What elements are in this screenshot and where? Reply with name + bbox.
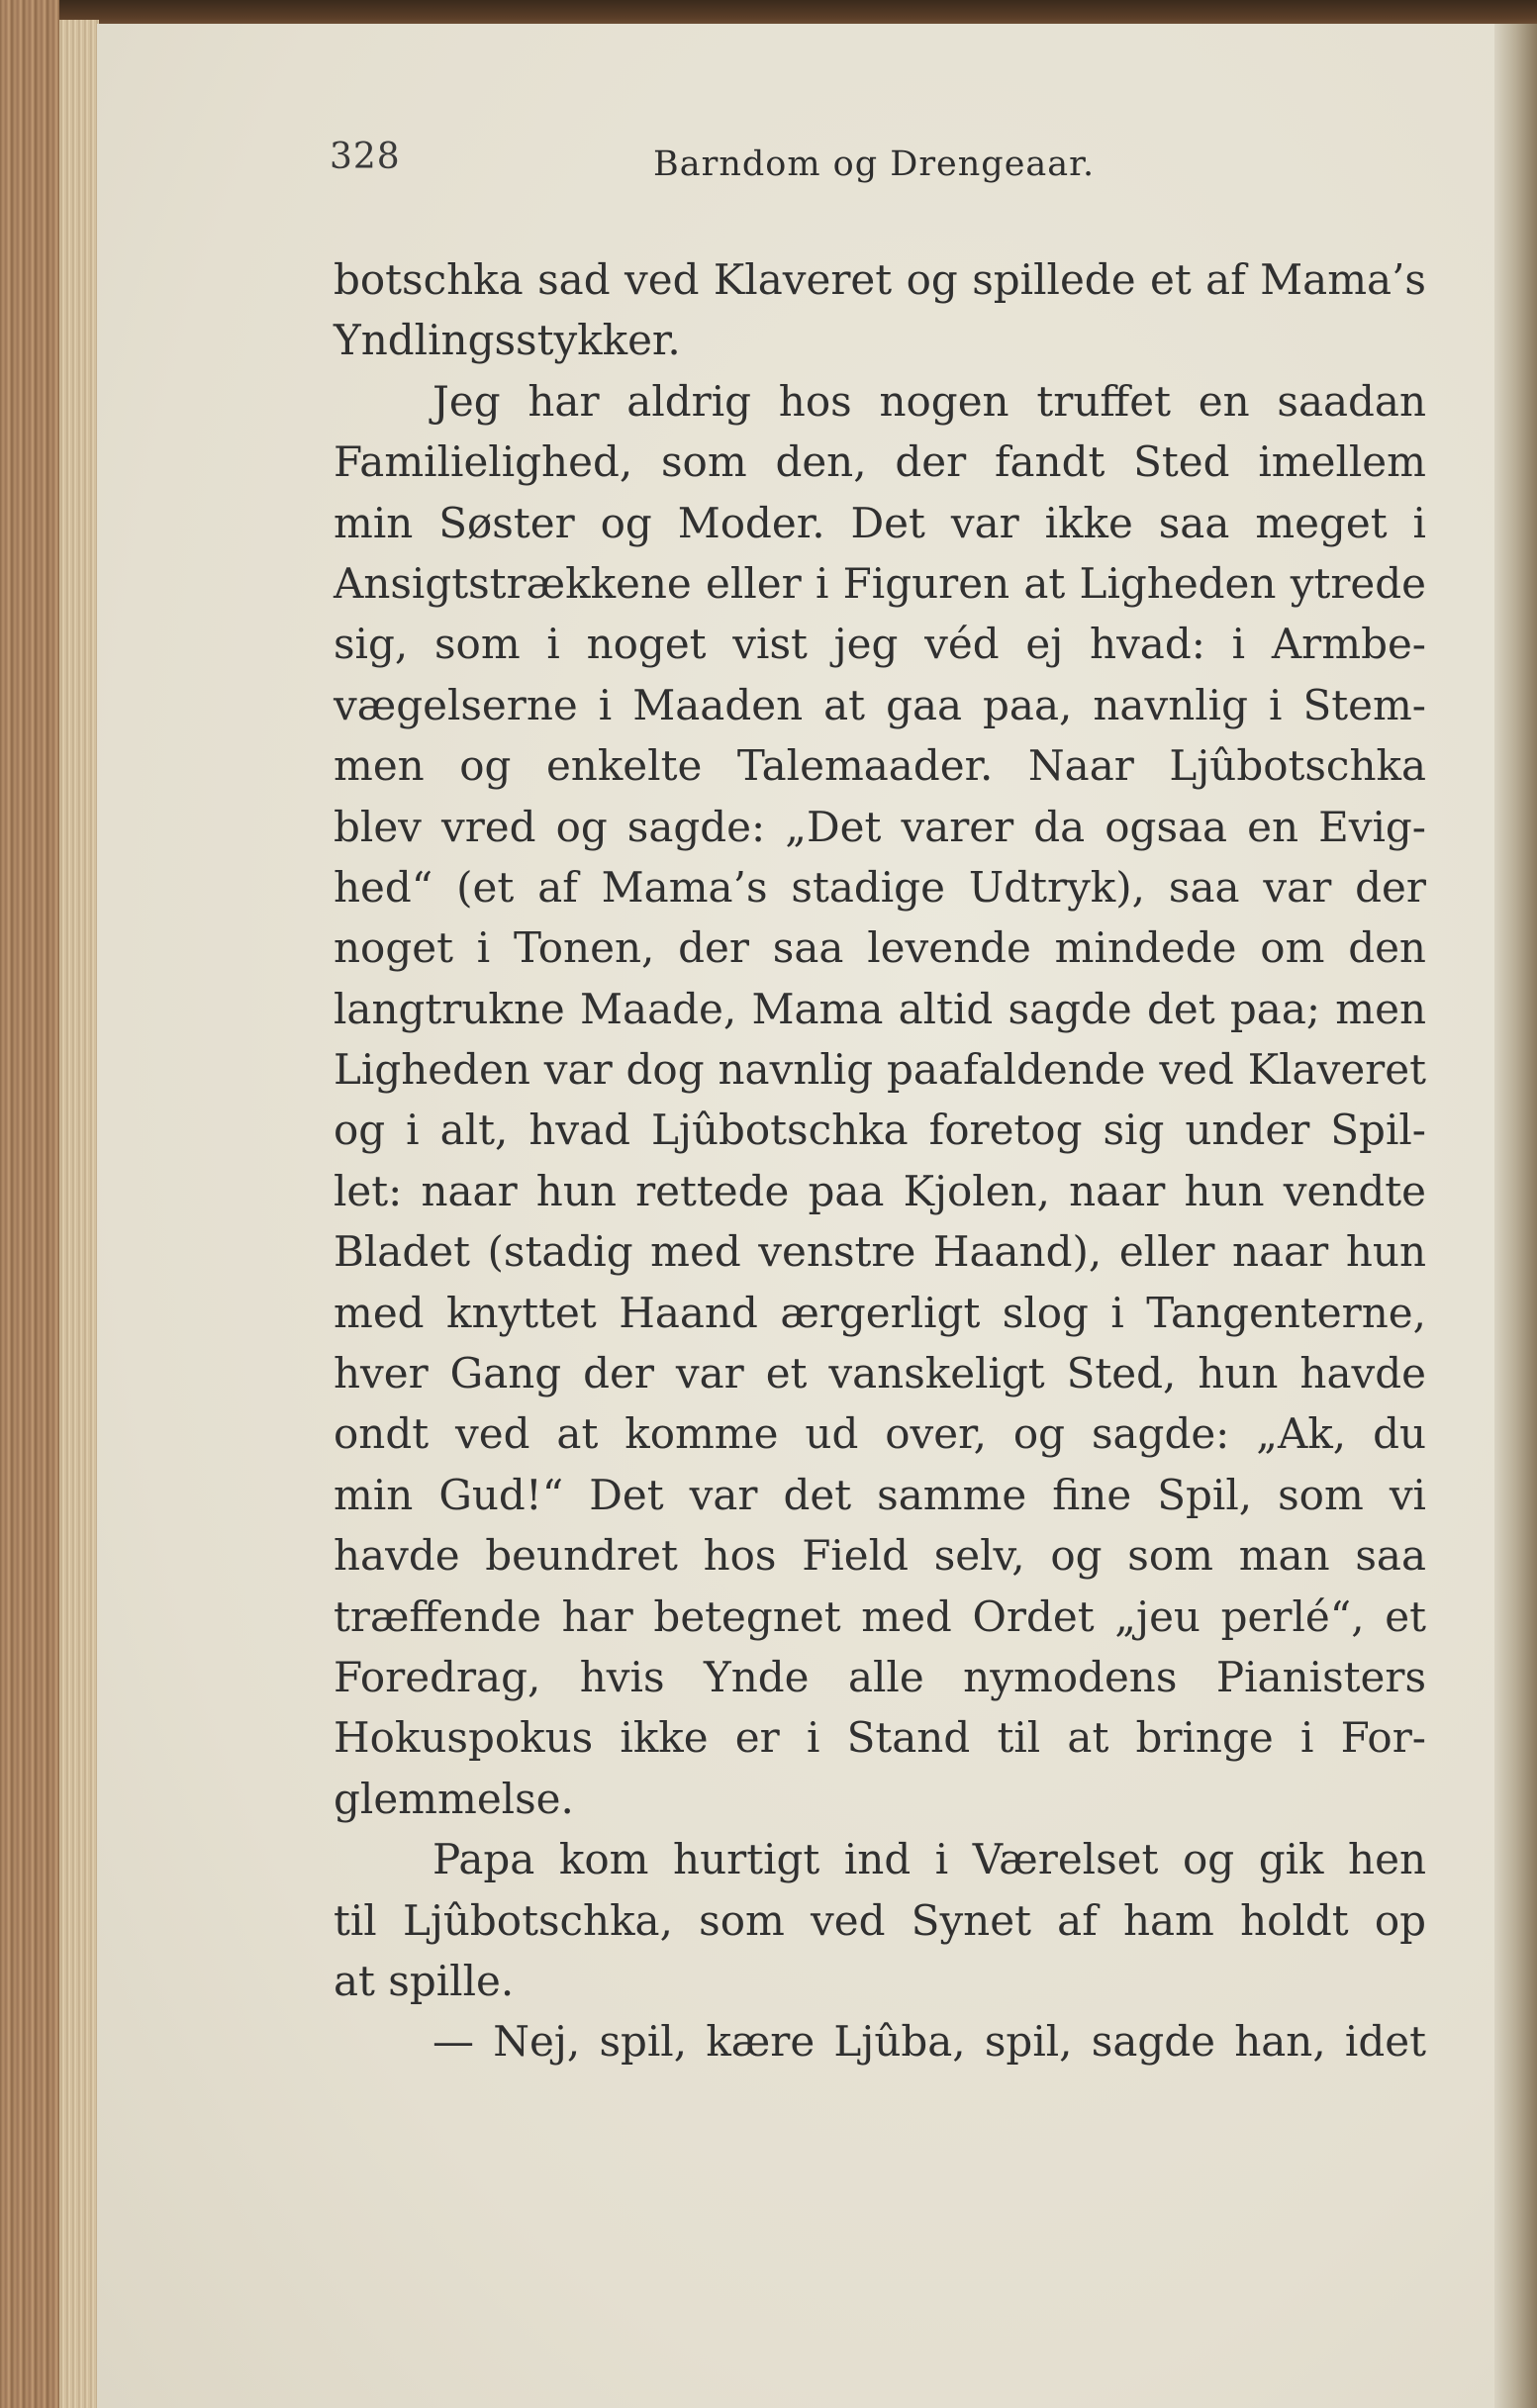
book-spine <box>0 0 59 2408</box>
text-line: Bladet (stadig med venstre Haand), eller naar hun <box>334 1227 1426 1277</box>
body-text <box>334 249 1426 2072</box>
text-line: træffende har betegnet med Ordet „jeu perlé“, et <box>334 1591 1426 1641</box>
page-header <box>0 137 1537 196</box>
text-line: noget i Tonen, der saa levende mindede om den <box>334 923 1426 973</box>
text-line: ondt ved at komme ud over, og sagde: „Ak, du <box>334 1409 1426 1459</box>
text-line: hed“ (et af Mama’s stadige Udtryk), saa var der <box>334 862 1426 912</box>
text-line: blev vred og sagde: „Det varer da ogsaa en Evig- <box>334 802 1426 851</box>
text-line: Ansigtstrækkene eller i Figuren at Ligheden ytrede <box>334 558 1426 608</box>
text-line: og i alt, hvad Ljûbotschka foretog sig under Spil- <box>334 1106 1426 1155</box>
running-title: Barndom og Drengeaar. <box>653 144 1096 184</box>
text-line: Familielighed, som den, der fandt Sted imellem <box>334 437 1426 487</box>
text-line: — Nej, spil, kære Ljûba, spil, sagde han, idet <box>432 2017 1426 2067</box>
text-line: botschka sad ved Klaveret og spillede et af Mama’s <box>334 255 1426 304</box>
text-line: Papa kom hurtigt ind i Værelset og gik hen <box>432 1835 1426 1884</box>
page-right-edge <box>1494 24 1537 2408</box>
text-line: at spille. <box>334 1956 515 2005</box>
text-line: sig, som i noget vist jeg véd ej hvad: i Armbe- <box>334 620 1426 669</box>
text-line: havde beundret hos Field selv, og som man saa <box>334 1531 1426 1581</box>
text-line: let: naar hun rettede paa Kjolen, naar hun vendte <box>334 1166 1426 1215</box>
text-line: men og enkelte Talemaader. Naar Ljûbotschka <box>334 741 1426 791</box>
text-line: min Søster og Moder. Det var ikke saa meget i <box>334 498 1426 547</box>
text-line: Foredrag, hvis Ynde alle nymodens Pianisters <box>334 1652 1426 1701</box>
page-stack-edge <box>59 20 99 2408</box>
text-line: min Gud!“ Det var det samme fine Spil, som vi <box>334 1470 1426 1519</box>
text-line: Yndlingsstykker. <box>334 316 681 365</box>
text-line: hver Gang der var et vanskeligt Sted, hun havde <box>334 1349 1426 1398</box>
text-line: Ligheden var dog navnlig paafaldende ved Klaveret <box>334 1045 1426 1095</box>
text-line: glemmelse. <box>334 1774 574 1823</box>
page-number: 328 <box>330 137 401 177</box>
text-line: langtrukne Maade, Mama altid sagde det paa; men <box>334 984 1426 1033</box>
text-line: vægelserne i Maaden at gaa paa, navnlig i Stem- <box>334 680 1426 729</box>
text-line: med knyttet Haand ærgerligt slog i Tangenterne, <box>334 1288 1426 1337</box>
text-line: Hokuspokus ikke er i Stand til at bringe i For- <box>334 1713 1426 1763</box>
text-line: Jeg har aldrig hos nogen truffet en saadan <box>432 376 1426 426</box>
text-line: til Ljûbotschka, som ved Synet af ham holdt op <box>334 1895 1426 1945</box>
